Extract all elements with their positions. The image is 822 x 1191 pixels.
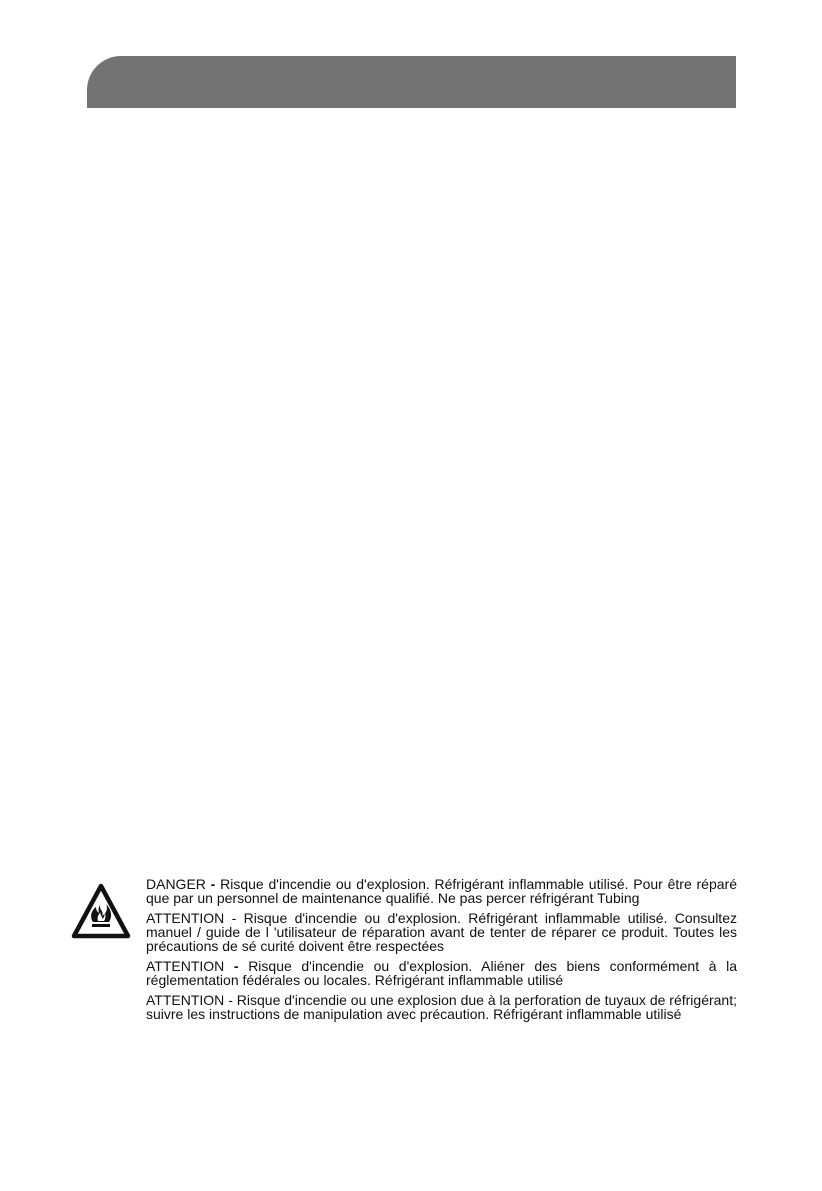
warning-separator: - xyxy=(224,958,249,974)
warning-separator: - xyxy=(224,910,244,926)
warning-label: ATTENTION xyxy=(146,910,225,926)
warning-label: ATTENTION xyxy=(146,958,225,974)
warning-paragraph-attention-2 xyxy=(146,959,737,987)
warning-separator: - xyxy=(224,992,237,1008)
warning-text: Risque d'incendie ou une explosion due à la perforation de tuyaux de réfrigérant; suivre les instructions de manipulation avec précaution. Réfrigérant inflammable utilisé xyxy=(146,992,737,1022)
warning-label: ATTENTION xyxy=(146,992,225,1008)
warning-label: DANGER xyxy=(146,876,206,892)
header-bar xyxy=(87,56,736,108)
warning-text: Risque d'incendie ou d'explosion. Réfrigérant inflammable utilisé. Pour être réparé que par un personnel de maintenance qualifié. Ne pas percer réfrigérant Tubing xyxy=(146,876,737,906)
flammable-warning-icon xyxy=(71,883,131,939)
warning-separator: - xyxy=(205,876,221,892)
warning-text: Risque d'incendie ou d'explosion. Réfrigérant inflammable utilisé. Consultez manuel / guide de l 'utilisateur de réparation avant de tenter de réparer ce produit. Toutes les précautions de sé curité doivent être respectées xyxy=(146,910,737,954)
warnings-section xyxy=(146,877,737,1027)
warning-paragraph-danger xyxy=(146,877,737,905)
warning-paragraph-attention-1 xyxy=(146,911,737,953)
warning-paragraph-attention-3 xyxy=(146,993,737,1021)
warning-text: Risque d'incendie ou d'explosion. Aliéner des biens conformément à la réglementation fédérales ou locales. Réfrigérant inflammable utilisé xyxy=(146,958,737,988)
